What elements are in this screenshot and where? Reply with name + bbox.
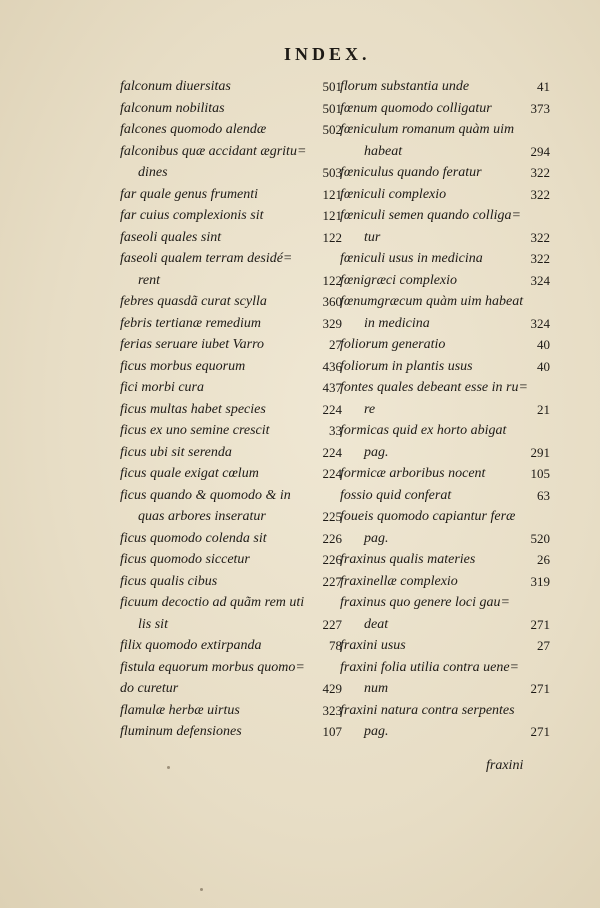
index-entry xyxy=(340,313,550,335)
entry-text: fraxini usus xyxy=(340,638,406,653)
entry-text: rent xyxy=(138,272,161,288)
entry-page-number: 291 xyxy=(530,444,550,460)
entry-page-number: 226 xyxy=(322,530,342,546)
entry-text: fraxinus quo genere loci gau= xyxy=(340,595,510,610)
index-entry xyxy=(120,700,342,722)
entry-page-number: 107 xyxy=(322,724,342,739)
index-entry xyxy=(340,76,550,98)
index-entry xyxy=(340,721,550,743)
ink-speck xyxy=(167,766,170,769)
entry-text: florum substantia unde xyxy=(340,79,470,94)
entry-text: re xyxy=(364,401,376,417)
entry-page-number: 520 xyxy=(530,530,550,546)
entry-text: fraxinus qualis materies xyxy=(340,552,476,567)
entry-text: ficus quomodo siccetur xyxy=(120,552,250,567)
index-entry xyxy=(340,700,550,722)
entry-text: pag. xyxy=(364,444,389,460)
entry-text: do curetur xyxy=(120,681,179,696)
entry-page-number: 224 xyxy=(322,401,342,417)
entry-page-number: 27 xyxy=(537,638,550,653)
entry-page-number: 373 xyxy=(530,100,550,116)
entry-page-number: 40 xyxy=(537,358,550,374)
index-entry xyxy=(120,463,342,485)
index-entry xyxy=(120,76,342,98)
entry-page-number: 437 xyxy=(322,380,342,395)
entry-text: foliorum in plantis usus xyxy=(340,358,473,374)
entry-page-number: 105 xyxy=(530,466,550,481)
index-entry xyxy=(120,485,342,507)
index-entry xyxy=(120,549,342,571)
index-entry xyxy=(120,162,342,184)
entry-text: fœniculus quando feratur xyxy=(340,165,482,180)
entry-page-number: 33 xyxy=(329,423,342,438)
index-entry xyxy=(340,119,550,141)
entry-text: fraxini folia utilia contra uene= xyxy=(340,659,519,675)
index-entry xyxy=(120,506,342,528)
index-entry xyxy=(120,248,342,270)
entry-text: fœnumgræcum quàm uim habeat xyxy=(340,294,524,309)
index-entry xyxy=(120,119,342,141)
index-entry xyxy=(120,227,342,249)
entry-page-number: 324 xyxy=(530,272,550,288)
entry-text: fœnigræci complexio xyxy=(340,272,458,288)
entry-text: ficuum decoctio ad quãm rem uti xyxy=(120,595,305,610)
index-entry xyxy=(340,399,550,421)
index-column-left xyxy=(120,76,342,743)
entry-text: fœniculum romanum quàm uim xyxy=(340,122,515,137)
entry-page-number: 26 xyxy=(537,552,550,567)
index-entry xyxy=(120,141,342,163)
entry-page-number: 41 xyxy=(537,79,550,94)
index-entry xyxy=(120,377,342,399)
entry-text: fistula equorum morbus quomo= xyxy=(120,659,305,675)
entry-page-number: 122 xyxy=(322,272,342,288)
index-entry xyxy=(340,141,550,163)
index-entry xyxy=(340,184,550,206)
entry-page-number: 271 xyxy=(530,724,550,739)
entry-page-number: 329 xyxy=(322,315,342,331)
entry-text: ficus ex uno semine crescit xyxy=(120,423,270,438)
entry-page-number: 21 xyxy=(537,401,550,417)
index-entry xyxy=(340,485,550,507)
entry-page-number: 122 xyxy=(322,229,342,245)
entry-page-number: 271 xyxy=(530,616,550,632)
entry-page-number: 294 xyxy=(530,143,550,159)
index-entry xyxy=(340,635,550,657)
index-entry xyxy=(120,678,342,700)
entry-text: faseoli quales sint xyxy=(120,229,222,245)
entry-page-number: 503 xyxy=(322,165,342,180)
index-entry xyxy=(340,678,550,700)
entry-text: num xyxy=(364,681,389,696)
entry-text: fœniculi complexio xyxy=(340,186,447,202)
entry-text: ferias seruare iubet Varro xyxy=(120,337,265,352)
entry-text: tur xyxy=(364,229,381,245)
entry-text: fici morbi cura xyxy=(120,380,204,395)
entry-text: far quale genus frumenti xyxy=(120,186,259,202)
entry-text: fœniculi usus in medicina xyxy=(340,251,483,266)
entry-page-number: 40 xyxy=(537,337,550,352)
entry-text: ficus quando & quomodo & in xyxy=(120,487,291,503)
entry-page-number: 121 xyxy=(322,208,342,223)
index-entry xyxy=(340,442,550,464)
index-entry xyxy=(340,270,550,292)
entry-text: fossio quid conferat xyxy=(340,487,452,503)
index-entry xyxy=(340,571,550,593)
entry-text: foliorum generatio xyxy=(340,337,446,352)
ink-speck xyxy=(200,888,203,891)
entry-text: febres quasdã curat scylla xyxy=(120,294,267,309)
index-entry xyxy=(340,463,550,485)
entry-page-number: 319 xyxy=(530,573,550,589)
entry-text: febris tertianæ remedium xyxy=(120,315,262,331)
index-entry xyxy=(120,334,342,356)
entry-page-number: 271 xyxy=(530,681,550,696)
index-entry xyxy=(340,227,550,249)
entry-page-number: 27 xyxy=(329,337,342,352)
entry-page-number: 501 xyxy=(322,100,342,116)
entry-text: ficus quale exigat cœlum xyxy=(120,466,259,481)
index-entry xyxy=(340,205,550,227)
catchword: fraxini xyxy=(486,758,524,773)
entry-page-number: 322 xyxy=(530,229,550,245)
index-entry xyxy=(120,270,342,292)
entry-page-number: 227 xyxy=(322,573,342,589)
entry-text: falconum diuersitas xyxy=(120,79,231,94)
index-entry xyxy=(120,98,342,120)
entry-text: foueis quomodo capiantur feræ xyxy=(340,509,516,524)
index-entry xyxy=(120,420,342,442)
index-entry xyxy=(120,528,342,550)
index-entry xyxy=(120,442,342,464)
index-entry xyxy=(120,592,342,614)
index-entry xyxy=(340,420,550,442)
entry-text: fraxinellæ complexio xyxy=(340,573,458,589)
entry-page-number: 360 xyxy=(322,294,342,309)
entry-text: far cuius complexionis sit xyxy=(120,208,264,223)
entry-text: deat xyxy=(364,616,389,632)
entry-text: falcones quomodo alendæ xyxy=(120,122,267,137)
entry-text: fraxini natura contra serpentes xyxy=(340,702,515,718)
entry-page-number: 322 xyxy=(530,165,550,180)
index-entry xyxy=(120,399,342,421)
index-entry xyxy=(120,614,342,636)
index-entry xyxy=(120,657,342,679)
entry-text: faseoli qualem terram desidé= xyxy=(120,251,293,266)
entry-page-number: 502 xyxy=(322,122,342,137)
entry-text: in medicina xyxy=(364,315,430,331)
entry-text: quas arbores inseratur xyxy=(138,509,266,524)
entry-text: fluminum defensiones xyxy=(120,724,242,739)
index-entry xyxy=(120,721,342,743)
index-entry xyxy=(340,657,550,679)
entry-text: ficus quomodo colenda sit xyxy=(120,530,267,546)
entry-text: pag. xyxy=(364,530,389,546)
entry-text: lis sit xyxy=(138,616,168,632)
entry-page-number: 226 xyxy=(322,552,342,567)
entry-page-number: 429 xyxy=(322,681,342,696)
entry-text: ficus multas habet species xyxy=(120,401,266,417)
entry-page-number: 224 xyxy=(322,444,342,460)
index-entry xyxy=(340,162,550,184)
entry-page-number: 324 xyxy=(530,315,550,331)
index-entry xyxy=(340,334,550,356)
entry-text: dines xyxy=(138,165,168,180)
index-entry xyxy=(340,614,550,636)
entry-text: habeat xyxy=(364,143,403,159)
index-entry xyxy=(340,98,550,120)
entry-page-number: 501 xyxy=(322,79,342,94)
entry-page-number: 78 xyxy=(329,638,342,653)
index-entry xyxy=(120,571,342,593)
page-header xyxy=(0,44,600,66)
index-column-right xyxy=(340,76,550,743)
index-entry xyxy=(120,184,342,206)
entry-page-number: 436 xyxy=(322,358,342,374)
index-entry xyxy=(340,549,550,571)
entry-page-number: 322 xyxy=(530,186,550,202)
entry-text: flamulæ herbæ uirtus xyxy=(120,702,240,718)
index-entry xyxy=(120,291,342,313)
entry-page-number: 63 xyxy=(537,487,550,503)
entry-page-number: 224 xyxy=(322,466,342,481)
index-entry xyxy=(340,248,550,270)
index-entry xyxy=(340,528,550,550)
index-entry xyxy=(340,506,550,528)
entry-page-number: 121 xyxy=(322,186,342,202)
entry-text: pag. xyxy=(364,724,389,739)
entry-text: fœnum quomodo colligatur xyxy=(340,100,492,116)
entry-text: ficus morbus equorum xyxy=(120,358,246,374)
index-entry xyxy=(340,291,550,313)
page-title: INDEX. xyxy=(284,44,371,64)
entry-text: ficus qualis cibus xyxy=(120,573,218,589)
index-entry xyxy=(340,377,550,399)
entry-text: falconum nobilitas xyxy=(120,100,225,116)
entry-text: formicæ arboribus nocent xyxy=(340,466,486,481)
index-entry xyxy=(120,313,342,335)
entry-text: ficus ubi sit serenda xyxy=(120,444,232,460)
entry-page-number: 322 xyxy=(530,251,550,266)
entry-page-number: 227 xyxy=(322,616,342,632)
entry-text: filix quomodo extirpanda xyxy=(120,638,262,653)
index-entry xyxy=(120,356,342,378)
entry-text: formicas quid ex horto abigat xyxy=(340,423,507,438)
entry-page-number: 323 xyxy=(322,702,342,718)
entry-page-number: 225 xyxy=(322,509,342,524)
index-entry xyxy=(340,356,550,378)
index-entry xyxy=(120,205,342,227)
entry-text: fontes quales debeant esse in ru= xyxy=(340,380,528,395)
entry-text: falconibus quæ accidant ægritu= xyxy=(120,143,307,159)
entry-text: fœniculi semen quando colliga= xyxy=(340,208,521,223)
index-entry xyxy=(340,592,550,614)
index-entry xyxy=(120,635,342,657)
